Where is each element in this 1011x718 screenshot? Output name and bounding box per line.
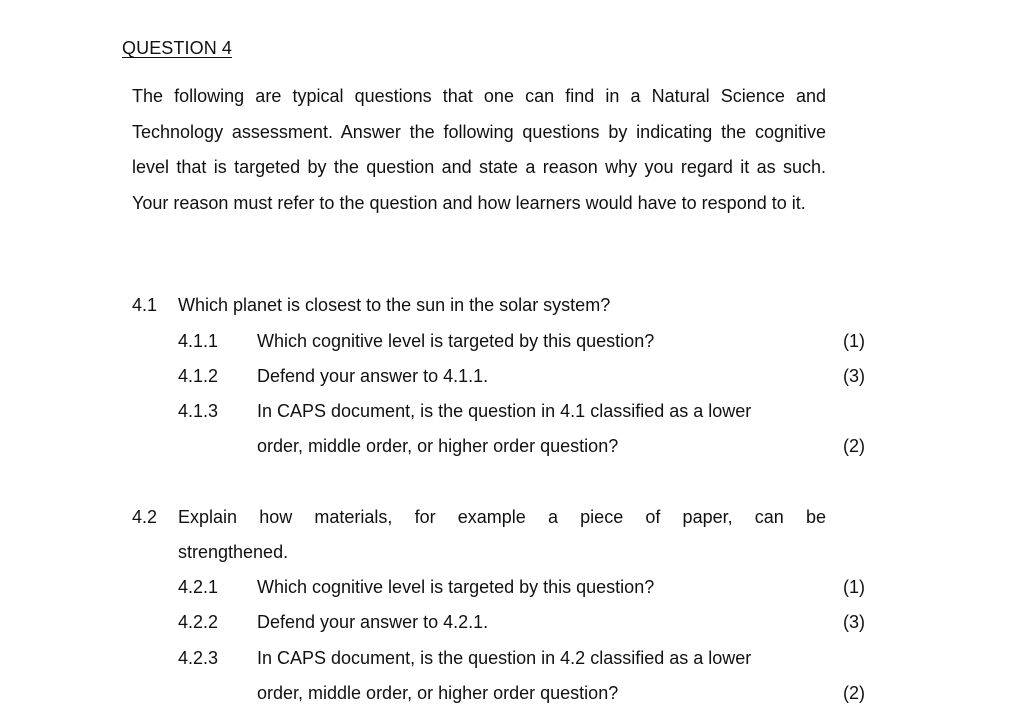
subquestion-4-1-3-mark: (2) (843, 436, 865, 456)
subquestion-4-1-2-mark: (3) (843, 366, 865, 386)
question-4-1-text: Which planet is closest to the sun in the solar system? (178, 295, 611, 315)
subquestion-4-2-3-number: 4.2.3 (178, 648, 219, 668)
subquestion-4-2-2-text: Defend your answer to 4.2.1. (257, 612, 489, 632)
subquestion-4-2-1-number: 4.2.1 (178, 577, 219, 597)
subquestion-4-2-2-number: 4.2.2 (178, 612, 219, 632)
subquestion-4-1-3-text-line1: In CAPS document, is the question in 4.1 classified as a lower (257, 401, 752, 421)
subquestion-4-1-2-text: Defend your answer to 4.1.1. (257, 366, 489, 386)
subquestion-4-2-1-text: Which cognitive level is targeted by this question? (257, 577, 655, 597)
subquestion-4-2-3-mark: (2) (843, 683, 865, 703)
subquestion-4-2-3-text-line2: order, middle order, or higher order question? (257, 683, 619, 703)
question-4-1-number: 4.1 (132, 295, 158, 315)
subquestion-4-1-2-number: 4.1.2 (178, 366, 219, 386)
subquestion-4-1-1-text: Which cognitive level is targeted by this question? (257, 331, 655, 351)
intro-paragraph: The following are typical questions that one can find in a Natural Science and Technology assessment. Answer the following questions by indicating the cognitive level that is targeted by the question and state a reason why you regard it as such. Your reason must refer to the question and how learners would have to respond to it. (132, 86, 826, 213)
question-4-2-text-line1: Explain how materials, for example a piece of paper, can be (178, 507, 826, 527)
subquestion-4-1-1-mark: (1) (843, 331, 865, 351)
subquestion-4-2-2-mark: (3) (843, 612, 865, 632)
question-4-2-text-line2: strengthened. (178, 542, 289, 562)
question-heading: QUESTION 4 (122, 38, 233, 58)
subquestion-4-2-1-mark: (1) (843, 577, 865, 597)
subquestion-4-1-1-number: 4.1.1 (178, 331, 219, 351)
subquestion-4-2-3-text-line1: In CAPS document, is the question in 4.2 classified as a lower (257, 648, 752, 668)
subquestion-4-1-3-text-line2: order, middle order, or higher order question? (257, 436, 619, 456)
question-4-2-number: 4.2 (132, 507, 158, 527)
subquestion-4-1-3-number: 4.1.3 (178, 401, 219, 421)
